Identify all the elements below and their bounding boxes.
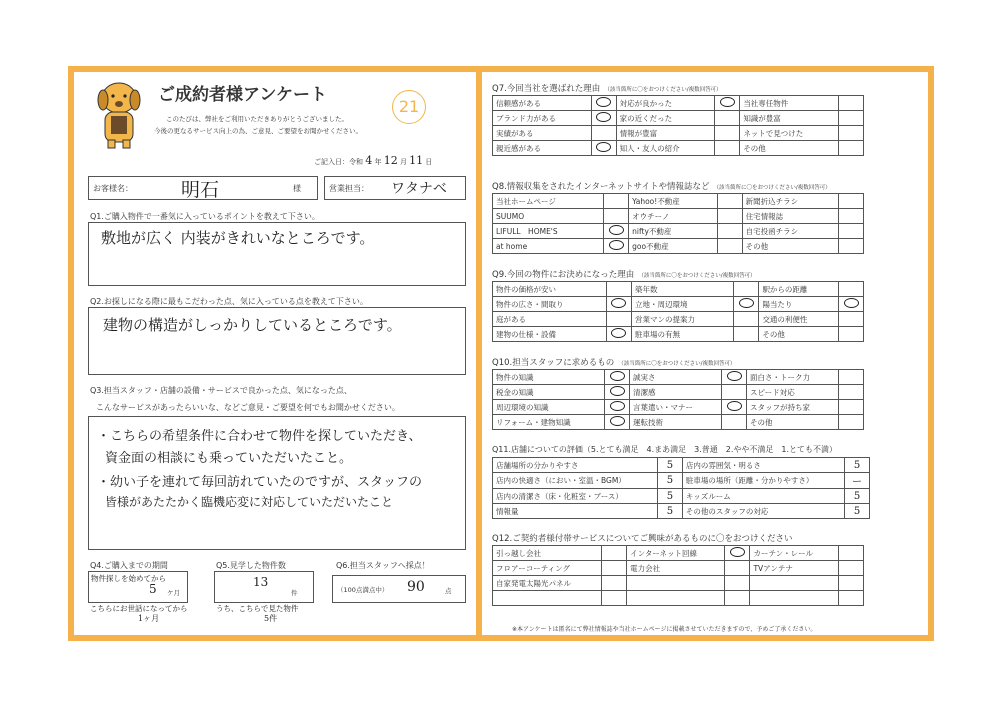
dog-mascot-icon	[92, 78, 146, 150]
option-answer-cell[interactable]	[602, 576, 627, 591]
q6-label: （100点満点中）	[337, 586, 389, 594]
right-panel	[482, 72, 928, 635]
staff-name-field[interactable]	[324, 176, 466, 200]
option-row	[493, 194, 864, 209]
option-answer-cell[interactable]	[839, 239, 864, 254]
option-answer-cell[interactable]	[839, 385, 864, 400]
option-label: 面白さ・トーク力	[747, 370, 839, 385]
q6-answer-box[interactable]	[332, 575, 466, 603]
option-label	[627, 576, 725, 591]
option-label: その他	[742, 239, 838, 254]
option-label: 周辺環境の知識	[493, 400, 605, 415]
option-answer-cell[interactable]	[839, 282, 864, 297]
q12-table	[492, 545, 864, 606]
option-label: 自宅投函チラシ	[742, 224, 838, 239]
customer-label: お客様名：	[93, 184, 133, 193]
option-label: 駐車場の有無	[631, 327, 733, 342]
option-answer-cell[interactable]	[717, 194, 742, 209]
option-answer-cell[interactable]	[715, 141, 740, 156]
option-row	[493, 111, 864, 126]
option-label: 自家発電太陽光パネル	[493, 576, 602, 591]
option-answer-cell[interactable]	[839, 561, 864, 576]
q1-answer-box[interactable]	[88, 222, 466, 286]
option-label: 店内の清潔さ（床・化粧室・ブース）	[493, 489, 658, 504]
option-answer-cell[interactable]	[722, 415, 747, 430]
option-label: 運転技術	[630, 415, 722, 430]
option-answer-cell[interactable]	[839, 224, 864, 239]
circle-mark-icon	[609, 240, 624, 250]
option-answer-cell[interactable]	[839, 194, 864, 209]
circle-mark-icon	[610, 401, 625, 411]
survey-title: ご成約者様アンケート	[158, 85, 327, 105]
option-label: 言葉遣い・マナー	[630, 400, 722, 415]
q10-table	[492, 369, 864, 430]
option-label: 建物の仕様・設備	[493, 327, 607, 342]
option-row	[493, 546, 864, 561]
option-label: その他	[740, 141, 839, 156]
q3-answer-line-2: 資金面の相談にも乗っていただいたこと。	[105, 451, 353, 466]
option-answer-cell[interactable]	[717, 209, 742, 224]
option-label: 知識が豊富	[740, 111, 839, 126]
option-label: Yahoo!不動産	[629, 194, 717, 209]
q7-question: Q7.今回当社を選ばれた理由 （該当箇所に〇をおつけください/複数回答可）	[492, 84, 722, 94]
q10-question: Q10.担当スタッフに求めるもの （該当箇所に〇をおつけください/複数回答可）	[492, 358, 736, 368]
option-label: その他のスタッフの対応	[682, 504, 844, 519]
q7-table	[492, 95, 864, 156]
option-label: nifty不動産	[629, 224, 717, 239]
q5-answer-box[interactable]	[214, 571, 314, 603]
option-label	[750, 576, 839, 591]
option-answer-cell[interactable]	[839, 400, 864, 415]
option-answer-cell[interactable]	[604, 239, 629, 254]
option-answer-cell[interactable]	[606, 282, 631, 297]
option-label: 実績がある	[493, 126, 592, 141]
option-answer-cell[interactable]	[839, 141, 864, 156]
option-label: 物件の広さ・間取り	[493, 297, 607, 312]
option-answer-cell[interactable]: ー	[845, 473, 870, 489]
option-label: 住宅情報誌	[742, 209, 838, 224]
option-answer-cell[interactable]	[734, 327, 759, 342]
option-answer-cell[interactable]	[715, 126, 740, 141]
option-label: 情報量	[493, 504, 658, 519]
q5-note: うち、こちらで見た物件	[216, 604, 299, 613]
option-label: 税金の知識	[493, 385, 605, 400]
option-answer-cell[interactable]	[725, 561, 750, 576]
option-answer-cell[interactable]	[839, 546, 864, 561]
option-label: TVアンテナ	[750, 561, 839, 576]
option-label	[750, 591, 839, 606]
q8-table	[492, 193, 864, 254]
circle-mark-icon	[609, 225, 624, 235]
option-label	[627, 591, 725, 606]
circle-mark-icon	[610, 416, 625, 426]
option-answer-cell[interactable]	[604, 209, 629, 224]
q12-question: Q12.ご契約者様付帯サービスについてご興味があるものに〇をおつけください	[492, 534, 793, 544]
option-row	[493, 209, 864, 224]
q4-question: Q4.ご購入までの期間	[90, 561, 168, 570]
option-answer-cell[interactable]	[839, 96, 864, 111]
option-label: フロアーコーティング	[493, 561, 602, 576]
q3-answer-box[interactable]	[88, 416, 466, 550]
circle-mark-icon	[610, 371, 625, 381]
option-answer-cell[interactable]	[734, 282, 759, 297]
q2-answer-box[interactable]	[88, 307, 466, 375]
date-month-unit: 月	[399, 158, 407, 166]
option-label	[493, 591, 602, 606]
option-label: 物件の知識	[493, 370, 605, 385]
option-label: 物件の価格が安い	[493, 282, 607, 297]
q3-answer-line-3: ・幼い子を連れて毎回訪れていたのですが、スタッフの	[97, 475, 423, 490]
option-label: 築年数	[631, 282, 733, 297]
q11-table	[492, 457, 870, 519]
option-answer-cell[interactable]	[725, 591, 750, 606]
option-answer-cell[interactable]	[839, 111, 864, 126]
option-answer-cell[interactable]	[839, 312, 864, 327]
option-answer-cell[interactable]	[715, 111, 740, 126]
option-answer-cell[interactable]	[839, 327, 864, 342]
option-label: SUUMO	[493, 209, 604, 224]
q4-value-2: 1ヶ月	[138, 614, 160, 623]
option-row	[493, 591, 864, 606]
option-row	[493, 473, 870, 489]
option-label: オウチーノ	[629, 209, 717, 224]
option-answer-cell[interactable]	[734, 312, 759, 327]
q5-value-2: 5件	[264, 614, 278, 623]
circle-mark-icon	[611, 298, 626, 308]
option-answer-cell[interactable]	[722, 370, 747, 385]
q5-unit: 件	[291, 589, 298, 597]
option-answer-cell[interactable]	[591, 96, 616, 111]
option-answer-cell[interactable]	[602, 561, 627, 576]
left-panel	[74, 72, 476, 635]
option-label: ブランド力がある	[493, 111, 592, 126]
option-label: スピード対応	[747, 385, 839, 400]
circle-mark-icon	[730, 547, 745, 557]
circle-mark-icon	[844, 298, 859, 308]
option-row	[493, 327, 864, 342]
option-row	[493, 400, 864, 415]
option-answer-cell[interactable]	[734, 297, 759, 312]
q4-answer-box[interactable]	[88, 571, 188, 603]
q6-value: 90	[407, 579, 425, 595]
option-label: 店内の快適さ（におい・室温・BGM）	[493, 473, 658, 489]
option-answer-cell[interactable]: 5	[845, 489, 870, 504]
option-label: 新聞折込チラシ	[742, 194, 838, 209]
q3-question-line-1: Q3.担当スタッフ・店舗の設備・サービスで良かった点、気になった点、	[90, 386, 352, 395]
option-answer-cell[interactable]	[606, 327, 631, 342]
option-label: 当社ホームページ	[493, 194, 604, 209]
q3-question-line-2: こんなサービスがあったらいいな、などご意見・ご要望を何でもお聞かせください。	[96, 403, 400, 412]
circle-mark-icon	[727, 401, 742, 411]
option-label: 店内の雰囲気・明るさ	[682, 458, 844, 473]
option-label: 交通の利便性	[759, 312, 839, 327]
q4-unit: ケ月	[167, 589, 180, 597]
circle-mark-icon	[596, 97, 611, 107]
option-answer-cell[interactable]	[839, 370, 864, 385]
circle-mark-icon	[611, 328, 626, 338]
option-row	[493, 576, 864, 591]
option-answer-cell[interactable]	[591, 141, 616, 156]
option-row	[493, 415, 864, 430]
option-row	[493, 561, 864, 576]
option-label: インターネット回線	[627, 546, 725, 561]
option-answer-cell[interactable]	[591, 111, 616, 126]
option-label: LIFULL HOME'S	[493, 224, 604, 239]
circle-mark-icon	[596, 112, 611, 122]
date-line	[314, 154, 432, 167]
q2-question: Q2.お探しになる際に最もこだわった点、気に入っている点を教えて下さい。	[90, 297, 368, 306]
option-label: カーテン・レール	[750, 546, 839, 561]
option-row	[493, 141, 864, 156]
q11-question: Q11.店舗についての評価（5.とても満足 4.まあ満足 3.普通 2.やや不満足 1.とても不満）	[492, 445, 838, 454]
option-label: 親近感がある	[493, 141, 592, 156]
circle-mark-icon	[610, 386, 625, 396]
option-label: 誠実さ	[630, 370, 722, 385]
option-answer-cell[interactable]	[722, 385, 747, 400]
option-label: 駐車場の場所（距離・分かりやすさ）	[682, 473, 844, 489]
option-label: ネットで見つけた	[740, 126, 839, 141]
option-row	[493, 458, 870, 473]
option-answer-cell[interactable]	[715, 96, 740, 111]
option-row	[493, 297, 864, 312]
q6-question: Q6.担当スタッフへ採点！	[336, 561, 430, 570]
option-label: 知人・友人の紹介	[616, 141, 715, 156]
circle-mark-icon	[739, 298, 754, 308]
date-month: 12	[383, 154, 398, 167]
q3-answer-line-4: 皆様があたたかく臨機応変に対応していただいたこと	[105, 495, 394, 509]
option-label: goo不動産	[629, 239, 717, 254]
option-row	[493, 96, 864, 111]
option-answer-cell[interactable]: 5	[845, 458, 870, 473]
option-answer-cell[interactable]	[605, 400, 630, 415]
q2-answer: 建物の構造がしっかりしているところです。	[103, 316, 402, 334]
survey-number-badge: 21	[392, 90, 426, 124]
option-row	[493, 504, 870, 519]
circle-mark-icon	[727, 371, 742, 381]
option-answer-cell[interactable]	[602, 591, 627, 606]
option-label: 営業マンの提案力	[631, 312, 733, 327]
option-label: リフォーム・建物知識	[493, 415, 605, 430]
customer-name-field[interactable]	[88, 176, 318, 200]
option-label: 陽当たり	[759, 297, 839, 312]
option-label: 電力会社	[627, 561, 725, 576]
option-answer-cell[interactable]	[839, 591, 864, 606]
option-answer-cell[interactable]	[606, 312, 631, 327]
option-answer-cell[interactable]	[722, 400, 747, 415]
option-answer-cell[interactable]: 5	[657, 489, 682, 504]
option-answer-cell[interactable]	[602, 546, 627, 561]
option-row	[493, 312, 864, 327]
q8-question: Q8.情報収集をされたインターネットサイトや情報誌など （該当箇所に〇をおつけください/複数回答可）	[492, 182, 831, 192]
date-day-unit: 日	[425, 158, 433, 166]
footer-note: ※本アンケートは匿名にて弊社情報誌や当社ホームページに掲載させていただきますので、予めご了承ください。	[512, 626, 817, 633]
option-row	[493, 224, 864, 239]
option-answer-cell[interactable]	[839, 209, 864, 224]
option-label: スタッフが持ち家	[747, 400, 839, 415]
option-answer-cell[interactable]	[606, 297, 631, 312]
q5-value: 13	[253, 575, 269, 589]
q1-question: Q1.ご購入物件で一番気に入っているポイントを教えて下さい。	[90, 212, 320, 221]
option-label: その他	[747, 415, 839, 430]
q6-unit: 点	[445, 587, 452, 595]
option-label: 対応が良かった	[616, 96, 715, 111]
option-answer-cell[interactable]: 5	[657, 504, 682, 519]
date-year: 4	[365, 154, 373, 167]
intro-line-1: このたびは、弊社をご利用いただきありがとうございました。	[166, 115, 348, 123]
option-row	[493, 126, 864, 141]
option-row	[493, 489, 870, 504]
option-answer-cell[interactable]	[605, 385, 630, 400]
option-label: 駅からの距離	[759, 282, 839, 297]
option-answer-cell[interactable]	[839, 415, 864, 430]
staff-label: 営業担当：	[329, 184, 369, 193]
option-answer-cell[interactable]	[717, 224, 742, 239]
date-label: ご記入日：令和	[314, 158, 363, 166]
staff-name: ワタナベ	[391, 181, 447, 197]
option-answer-cell[interactable]	[725, 576, 750, 591]
option-answer-cell[interactable]	[605, 415, 630, 430]
q9-table	[492, 281, 864, 342]
option-label: 情報が豊富	[616, 126, 715, 141]
q4-value: 5	[149, 582, 157, 596]
option-row	[493, 282, 864, 297]
option-answer-cell[interactable]	[717, 239, 742, 254]
option-label: 立地・周辺環境	[631, 297, 733, 312]
customer-honorific: 様	[293, 184, 301, 193]
q4-note-2: こちらにお世話になってから	[90, 604, 188, 613]
option-answer-cell[interactable]	[839, 297, 864, 312]
option-answer-cell[interactable]	[605, 370, 630, 385]
option-label: at home	[493, 239, 604, 254]
option-label: 店舗場所の分かりやすさ	[493, 458, 658, 473]
option-label: 当社専任物件	[740, 96, 839, 111]
option-answer-cell[interactable]	[604, 224, 629, 239]
option-answer-cell[interactable]	[839, 126, 864, 141]
option-label: 引っ越し会社	[493, 546, 602, 561]
circle-mark-icon	[720, 97, 735, 107]
option-label: 庭がある	[493, 312, 607, 327]
option-label: 信頼感がある	[493, 96, 592, 111]
option-answer-cell[interactable]: 5	[845, 504, 870, 519]
option-label: キッズルーム	[682, 489, 844, 504]
option-row	[493, 370, 864, 385]
option-row	[493, 239, 864, 254]
date-year-unit: 年	[374, 158, 382, 166]
date-day: 11	[409, 154, 424, 167]
option-answer-cell[interactable]	[591, 126, 616, 141]
option-answer-cell[interactable]	[839, 576, 864, 591]
q4-note-1: 物件探しを始めてから	[91, 574, 166, 583]
q3-answer-line-1: ・こちらの希望条件に合わせて物件を探していただき、	[97, 429, 422, 444]
option-answer-cell[interactable]: 5	[657, 473, 682, 489]
option-answer-cell[interactable]	[604, 194, 629, 209]
q1-answer: 敷地が広く 内装がきれいなところです。	[101, 229, 375, 247]
intro-line-2: 今後の更なるサービス向上の為、ご意見、ご要望をお聞かせください。	[154, 127, 362, 135]
option-answer-cell[interactable]	[725, 546, 750, 561]
option-answer-cell[interactable]: 5	[657, 458, 682, 473]
option-label: 清潔感	[630, 385, 722, 400]
option-label: 家の近くだった	[616, 111, 715, 126]
customer-name: 明石	[181, 179, 220, 201]
circle-mark-icon	[596, 142, 611, 152]
q5-question: Q5.見学した物件数	[216, 561, 286, 570]
option-row	[493, 385, 864, 400]
option-label: その他	[759, 327, 839, 342]
q9-question: Q9.今回の物件にお決めになった理由 （該当箇所に〇をおつけください/複数回答可）	[492, 270, 756, 280]
